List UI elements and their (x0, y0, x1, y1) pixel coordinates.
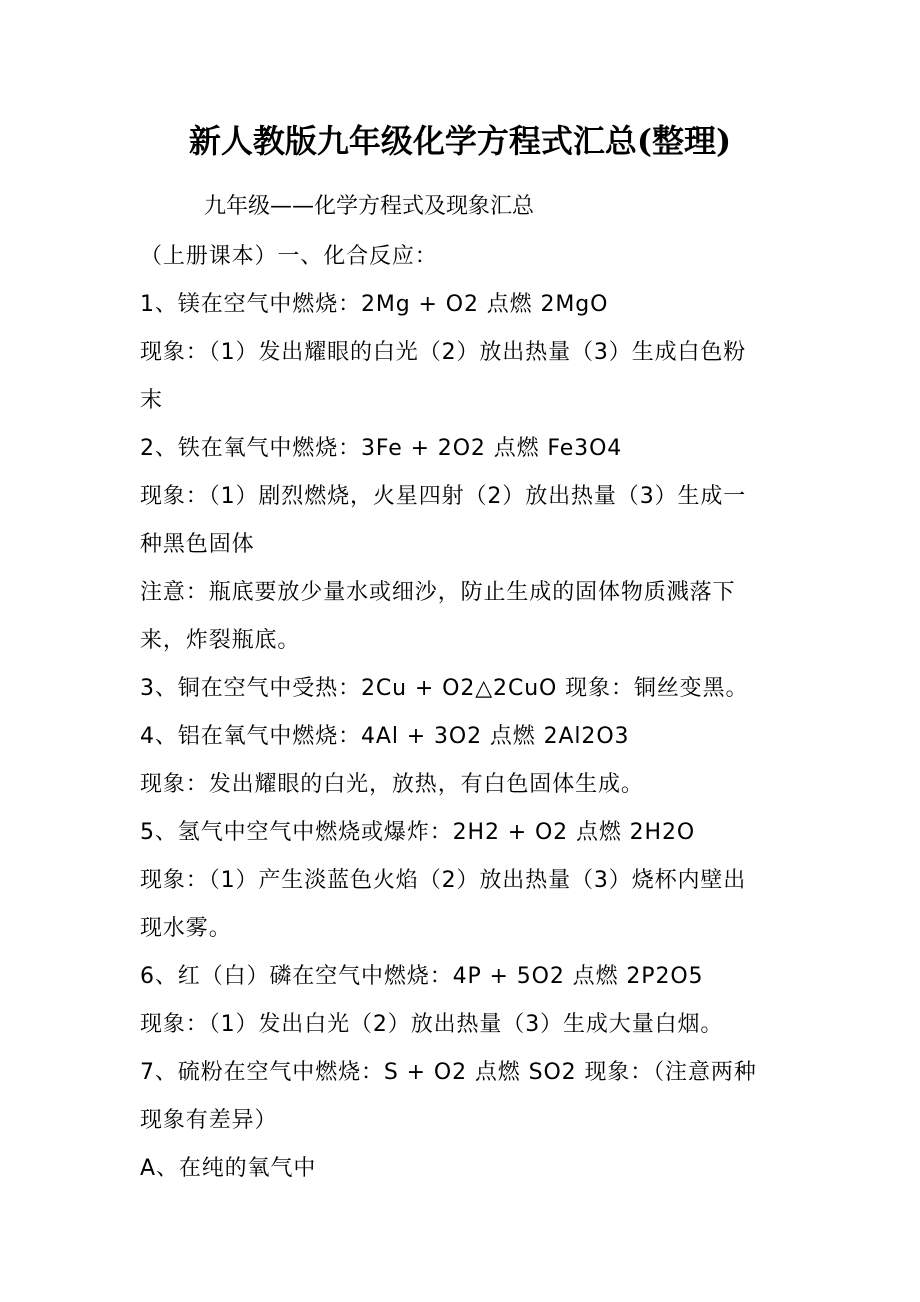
document-title: 新人教版九年级化学方程式汇总(整理) (188, 122, 732, 160)
document-body (140, 233, 790, 1193)
phenomenon-line: 现水雾。 (140, 916, 232, 941)
equation-line: 3、铜在空气中受热：2Cu + O2△2CuO 现象：铜丝变黑。 (140, 676, 749, 701)
phenomenon-line: 现象：（1）剧烈燃烧，火星四射（2）放出热量（3）生成一 (140, 484, 747, 509)
list-item-line: A、在纯的氧气中 (140, 1156, 317, 1181)
phenomenon-line: 现象：（1）发出耀眼的白光（2）放出热量（3）生成白色粉 (140, 340, 747, 365)
section-heading: （上册课本）一、化合反应： (140, 244, 438, 269)
phenomenon-line: 现象有差异） (140, 1108, 278, 1133)
equation-line: 6、红（白）磷在空气中燃烧：4P + 5O2 点燃 2P2O5 (140, 964, 704, 989)
equation-line: 2、铁在氧气中燃烧：3Fe + 2O2 点燃 Fe3O4 (140, 436, 623, 461)
equation-line: 5、氢气中空气中燃烧或爆炸：2H2 + O2 点燃 2H2O (140, 820, 696, 845)
equation-line: 7、硫粉在空气中燃烧：S + O2 点燃 SO2 现象：（注意两种 (140, 1060, 757, 1085)
phenomenon-line: 现象：（1）产生淡蓝色火焰（2）放出热量（3）烧杯内壁出 (140, 868, 747, 893)
phenomenon-line: 现象：发出耀眼的白光，放热，有白色固体生成。 (140, 772, 644, 797)
phenomenon-line: 末 (140, 388, 163, 413)
equation-line: 4、铝在氧气中燃烧：4Al + 3O2 点燃 2Al2O3 (140, 724, 630, 749)
equation-line: 1、镁在空气中燃烧：2Mg + O2 点燃 2MgO (140, 292, 609, 317)
note-line: 注意：瓶底要放少量水或细沙，防止生成的固体物质溅落下 (140, 580, 736, 605)
note-line: 来，炸裂瓶底。 (140, 628, 301, 653)
phenomenon-line: 种黑色固体 (140, 532, 255, 557)
phenomenon-line: 现象：（1）发出白光（2）放出热量（3）生成大量白烟。 (140, 1012, 724, 1037)
document-subtitle: 九年级——化学方程式及现象汇总 (204, 194, 535, 219)
